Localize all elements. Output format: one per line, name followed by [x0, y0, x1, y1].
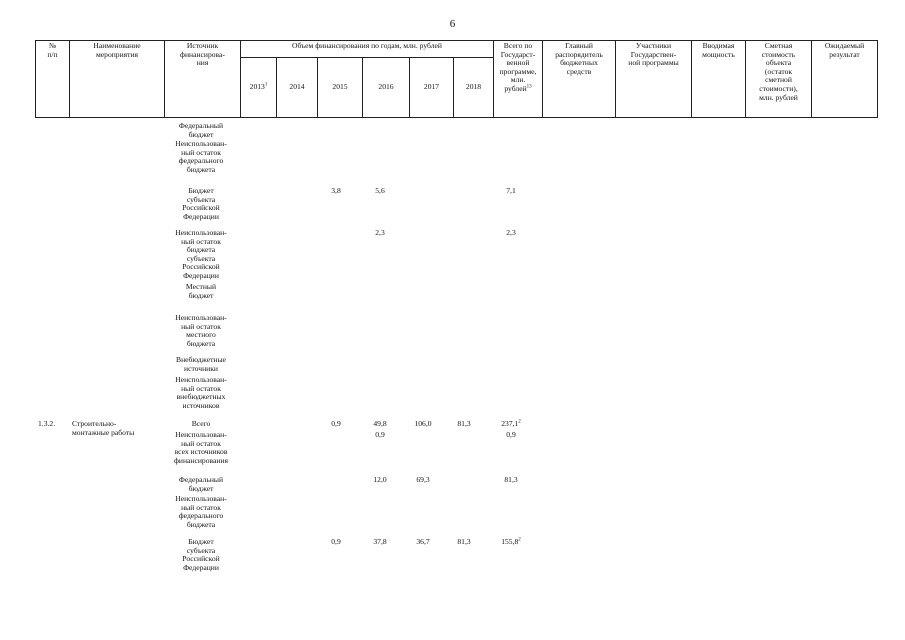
- col-capacity: Вводимая мощность: [692, 41, 746, 118]
- cell-total: 0,9: [506, 430, 516, 439]
- table-header: [35, 40, 878, 118]
- cell-y2017: 36,7: [416, 537, 430, 546]
- cell-y2016: 49,8: [373, 419, 387, 428]
- cell-source: Неиспользован- ный остаток бюджета субъекта Российской Федерации: [175, 228, 227, 280]
- col-source: Источник финансирова- ния: [165, 41, 241, 118]
- cell-total: 81,3: [504, 475, 518, 484]
- cell-y2017: 106,0: [414, 419, 432, 428]
- cell-source: Неиспользован- ный остаток всех источников финансирования: [174, 430, 228, 465]
- cell-name: Строительно- монтажные работы: [72, 419, 135, 437]
- col-name: Наименование мероприятия: [70, 41, 165, 118]
- col-participants: Участники Государствен- ной программы: [616, 41, 692, 118]
- col-total: Всего по Государст- венной программе, млн. рублей$^{13}$: [494, 41, 543, 118]
- col-result: Ожидаемый результат: [812, 41, 878, 118]
- cell-source: Внебюджетные источники: [176, 355, 226, 373]
- cell-source: Неиспользован- ный остаток местного бюджета: [175, 313, 227, 348]
- total-footnote: 2: [518, 419, 521, 425]
- cell-source: Неиспользован- ный остаток внебюджетных источников: [175, 375, 227, 410]
- col-funding: Объем финансирования по годам, млн. рублей: [241, 41, 494, 58]
- col-year-2016: 2016: [363, 58, 410, 118]
- total-footnote: 2: [518, 537, 521, 543]
- cell-total: 7,1: [506, 186, 516, 195]
- col-year-2014: 2014: [277, 58, 318, 118]
- cell-y2016: 0,9: [375, 430, 385, 439]
- cell-total: 155,8$^2$: [501, 537, 521, 546]
- cell-source: Неиспользован- ный остаток федерального бюджета: [175, 494, 227, 529]
- cell-y2015: 3,8: [331, 186, 341, 195]
- cell-y2016: 5,6: [375, 186, 385, 195]
- cell-total: 2,3: [506, 228, 516, 237]
- cell-y2016: 37,8: [373, 537, 387, 546]
- col-estimate: Сметная стоимость объекта (остаток сметной стоимости), млн. рублей: [746, 41, 812, 118]
- cell-y2018: 81,3: [457, 537, 471, 546]
- col-year-2013: 2013$^1$: [241, 58, 277, 118]
- cell-y2017: 69,3: [416, 475, 430, 484]
- cell-total: 237,1$^2$: [501, 419, 521, 428]
- col-year-2017: 2017: [410, 58, 454, 118]
- cell-y2016: 2,3: [375, 228, 385, 237]
- cell-source: Федеральный бюджет: [178, 121, 224, 139]
- cell-no: 1.3.2.: [38, 419, 56, 428]
- cell-source: Всего: [191, 419, 211, 428]
- cell-y2016: 12,0: [373, 475, 387, 484]
- col-year-2018: 2018: [454, 58, 494, 118]
- cell-source: Федеральный бюджет: [178, 475, 224, 493]
- cell-y2015: 0,9: [331, 419, 341, 428]
- cell-source: Местный бюджет: [185, 282, 217, 300]
- cell-y2018: 81,3: [457, 419, 471, 428]
- cell-source: Бюджет субъекта Российской Федерации: [182, 537, 220, 572]
- cell-source: Неиспользован- ный остаток федерального бюджета: [175, 139, 227, 174]
- page-number: 6: [449, 18, 456, 30]
- cell-source: Бюджет субъекта Российской Федерации: [182, 186, 220, 221]
- col-no: № п/п: [36, 41, 70, 118]
- col-year-2015: 2015: [318, 58, 363, 118]
- cell-y2015: 0,9: [331, 537, 341, 546]
- col-main-manager: Главный распорядитель бюджетных средств: [543, 41, 616, 118]
